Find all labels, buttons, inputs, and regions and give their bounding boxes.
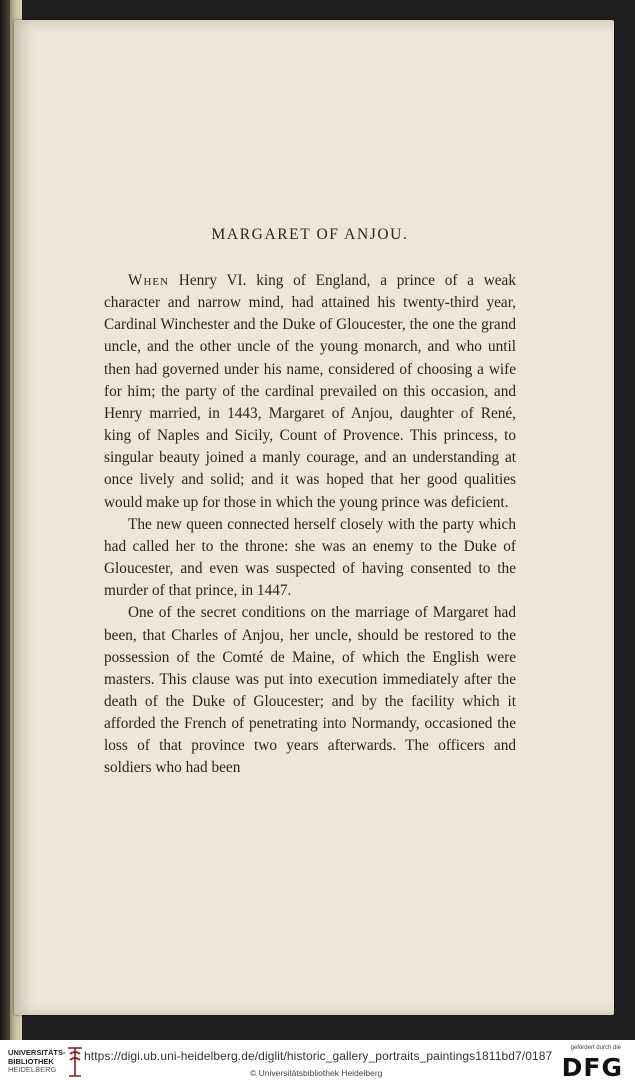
- footer-bar: [0, 1040, 635, 1085]
- paragraph-3: [104, 602, 516, 779]
- library-name-line-1: UNIVERSITÄTS-: [8, 1048, 66, 1057]
- dfg-logo: DFG: [561, 1053, 623, 1082]
- copyright-notice: © Universitätsbibliothek Heidelberg: [250, 1068, 383, 1078]
- library-name-line-2: BIBLIOTHEK: [8, 1056, 54, 1066]
- paragraph-text: The new queen connected herself closely with the party which had called her to the throne: she was an enemy to the Duke of Gloucester, and even was suspected of having consented to the murder of that prince, in 1447.: [104, 515, 516, 600]
- library-logo: [8, 1049, 66, 1075]
- funding-note: gefördert durch die: [570, 1045, 621, 1051]
- paragraph-2: [104, 514, 516, 603]
- lead-word: When: [128, 272, 170, 289]
- library-name-line-3: HEIDELBERG: [8, 1065, 57, 1074]
- book-page: [14, 20, 614, 1015]
- library-emblem-icon: [64, 1044, 86, 1080]
- paragraph-text: Henry VI. king of England, a prince of a weak character and narrow mind, had attained his twenty-third year, Cardinal Winchester and the Duke of Gloucester, the one the grand uncle, and the other uncle of the young monarch, and who until then had governed under his name, considered of choosing a wife for him; the party of the cardinal prevailed on this occasion, and Henry married, in 1443, Margaret of Anjou, daughter of René, king of Naples and Sicily, Count of Provence. This princess, to singular beauty joined a manly courage, and an understanding at once lively and solid; and it was hoped that her good qualities would make up for those in which the young prince was deficient.: [104, 272, 516, 511]
- chapter-title: MARGARET OF ANJOU.: [211, 226, 409, 243]
- permalink-url[interactable]: https://digi.ub.uni-heidelberg.de/diglit/historic_gallery_portraits_paintings1811bd7/0187: [84, 1049, 553, 1063]
- paragraph-text: One of the secret conditions on the marriage of Margaret had been, that Charles of Anjou, her uncle, should be restored to the possession of the Comté de Maine, of which the English were masters. This clause was put into execution immediately after the death of the Duke of Gloucester; and by the facility which it afforded the French of penetrating into Normandy, occasioned the loss of that province two years afterwards. The officers and soldiers who had been: [104, 604, 516, 777]
- text-block: [104, 226, 516, 780]
- paragraph-1: [104, 270, 516, 514]
- spine-edge: [0, 0, 10, 1040]
